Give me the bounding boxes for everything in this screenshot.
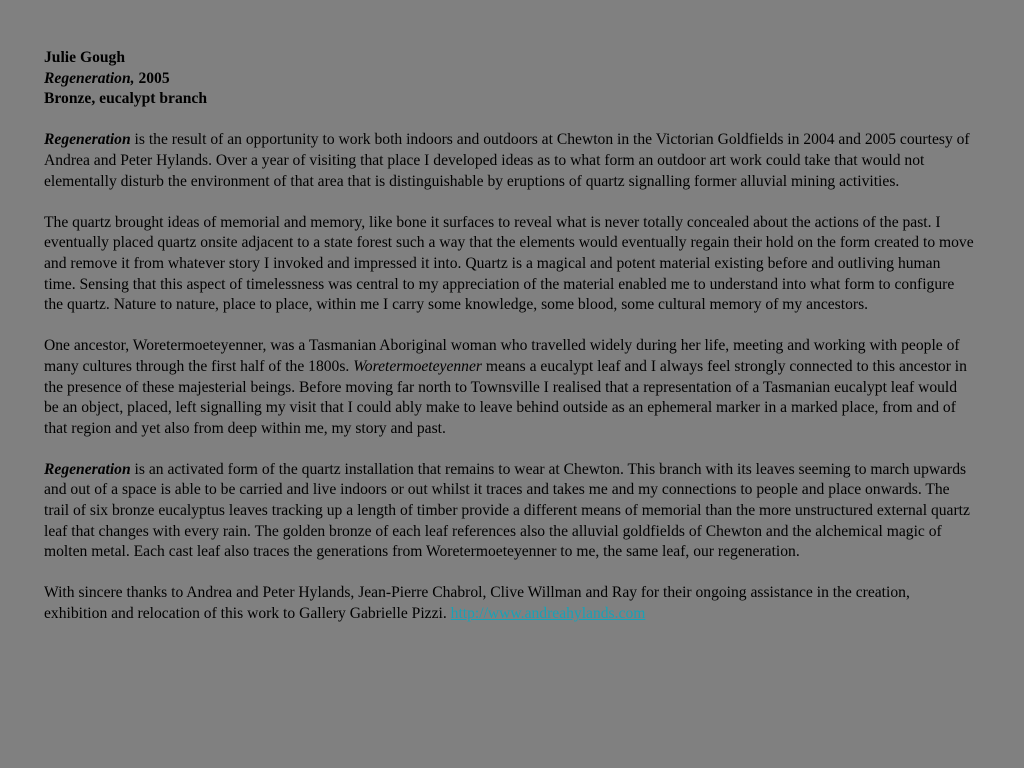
paragraph-5-text: With sincere thanks to Andrea and Peter Hylands, Jean-Pierre Chabrol, Clive Willman and Ray for their ongoing assistance in the creation, exhibition and relocation of this work to Gallery Gabrielle Pizzi.	[44, 584, 910, 623]
artwork-year: 2005	[138, 69, 170, 87]
paragraph-3-text-b: means a eucalypt leaf and I always feel strongly connected to this ancestor in the presence of these majesterial beings. Before moving far north to Townsville I realised that a representation of a Tasmanian eucalypt leaf would be an object, placed, left signalling my visit that I could ably make to leave behind outside as an ephemeral marker in a marked place, from and of that region and yet also from deep within me, my story and past.	[44, 357, 967, 437]
paragraph-5	[44, 583, 974, 624]
paragraph-2: The quartz brought ideas of memorial and memory, like bone it surfaces to reveal what is never totally concealed about the actions of the past. I eventually placed quartz onsite adjacent to a state forest such a way that the elements would eventually regain their hold on the form created to move and remove it from whatever story I invoked and impressed it into. Quartz is a magical and potent material existing before and outliving human time. Sensing that this aspect of timelessness was central to my appreciation of the material enabled me to understand into what form to configure the quartz. Nature to nature, place to place, within me I carry some knowledge, some blood, some cultural memory of my ancestors.	[44, 213, 974, 314]
artwork-title-line	[44, 69, 980, 90]
paragraph-3	[44, 336, 974, 439]
artwork-statement	[44, 130, 974, 624]
paragraph-1	[44, 130, 974, 192]
paragraph-3-em: Woretermoeteyenner	[353, 357, 482, 375]
artwork-header	[44, 48, 980, 110]
artist-name: Julie Gough	[44, 49, 126, 66]
paragraph-4-lead: Regeneration	[44, 460, 131, 478]
website-link[interactable]: http://www.andreahylands.com	[450, 605, 646, 623]
artwork-medium: Bronze, eucalypt branch	[44, 90, 208, 108]
paragraph-4-text: is an activated form of the quartz installation that remains to wear at Chewton. This branch with its leaves seeming to march upwards and out of a space is able to be carried and live indoors or out whilst it traces and takes me and my connections to people and place onwards. The trail of six bronze eucalyptus leaves tracking up a length of timber provide a different means of memorial than the more unstructured external quartz leaf that changes with every rain. The golden bronze of each leaf references also the alluvial goldfields of Chewton and the alchemical magic of molten metal. Each cast leaf also traces the generations from Woretermoeteyenner to me, the same leaf, our regeneration.	[44, 460, 970, 561]
paragraph-3-text-a: One ancestor, Woretermoeteyenner, was a Tasmanian Aboriginal woman who travelled widely during her life, meeting and working with people of many cultures through the first half of the 1800s.	[44, 337, 960, 375]
artwork-title: Regeneration,	[44, 69, 135, 87]
paragraph-4	[44, 460, 974, 563]
paragraph-1-text: is the result of an opportunity to work both indoors and outdoors at Chewton in the Victorian Goldfields in 2004 and 2005 courtesy of Andrea and Peter Hylands. Over a year of visiting that place I developed ideas as to what form an outdoor art work could take that would not elementally disturb the environment of that area that is distinguishable by eruptions of quartz signalling former alluvial mining activities.	[44, 131, 970, 190]
paragraph-1-lead: Regeneration	[44, 131, 131, 149]
